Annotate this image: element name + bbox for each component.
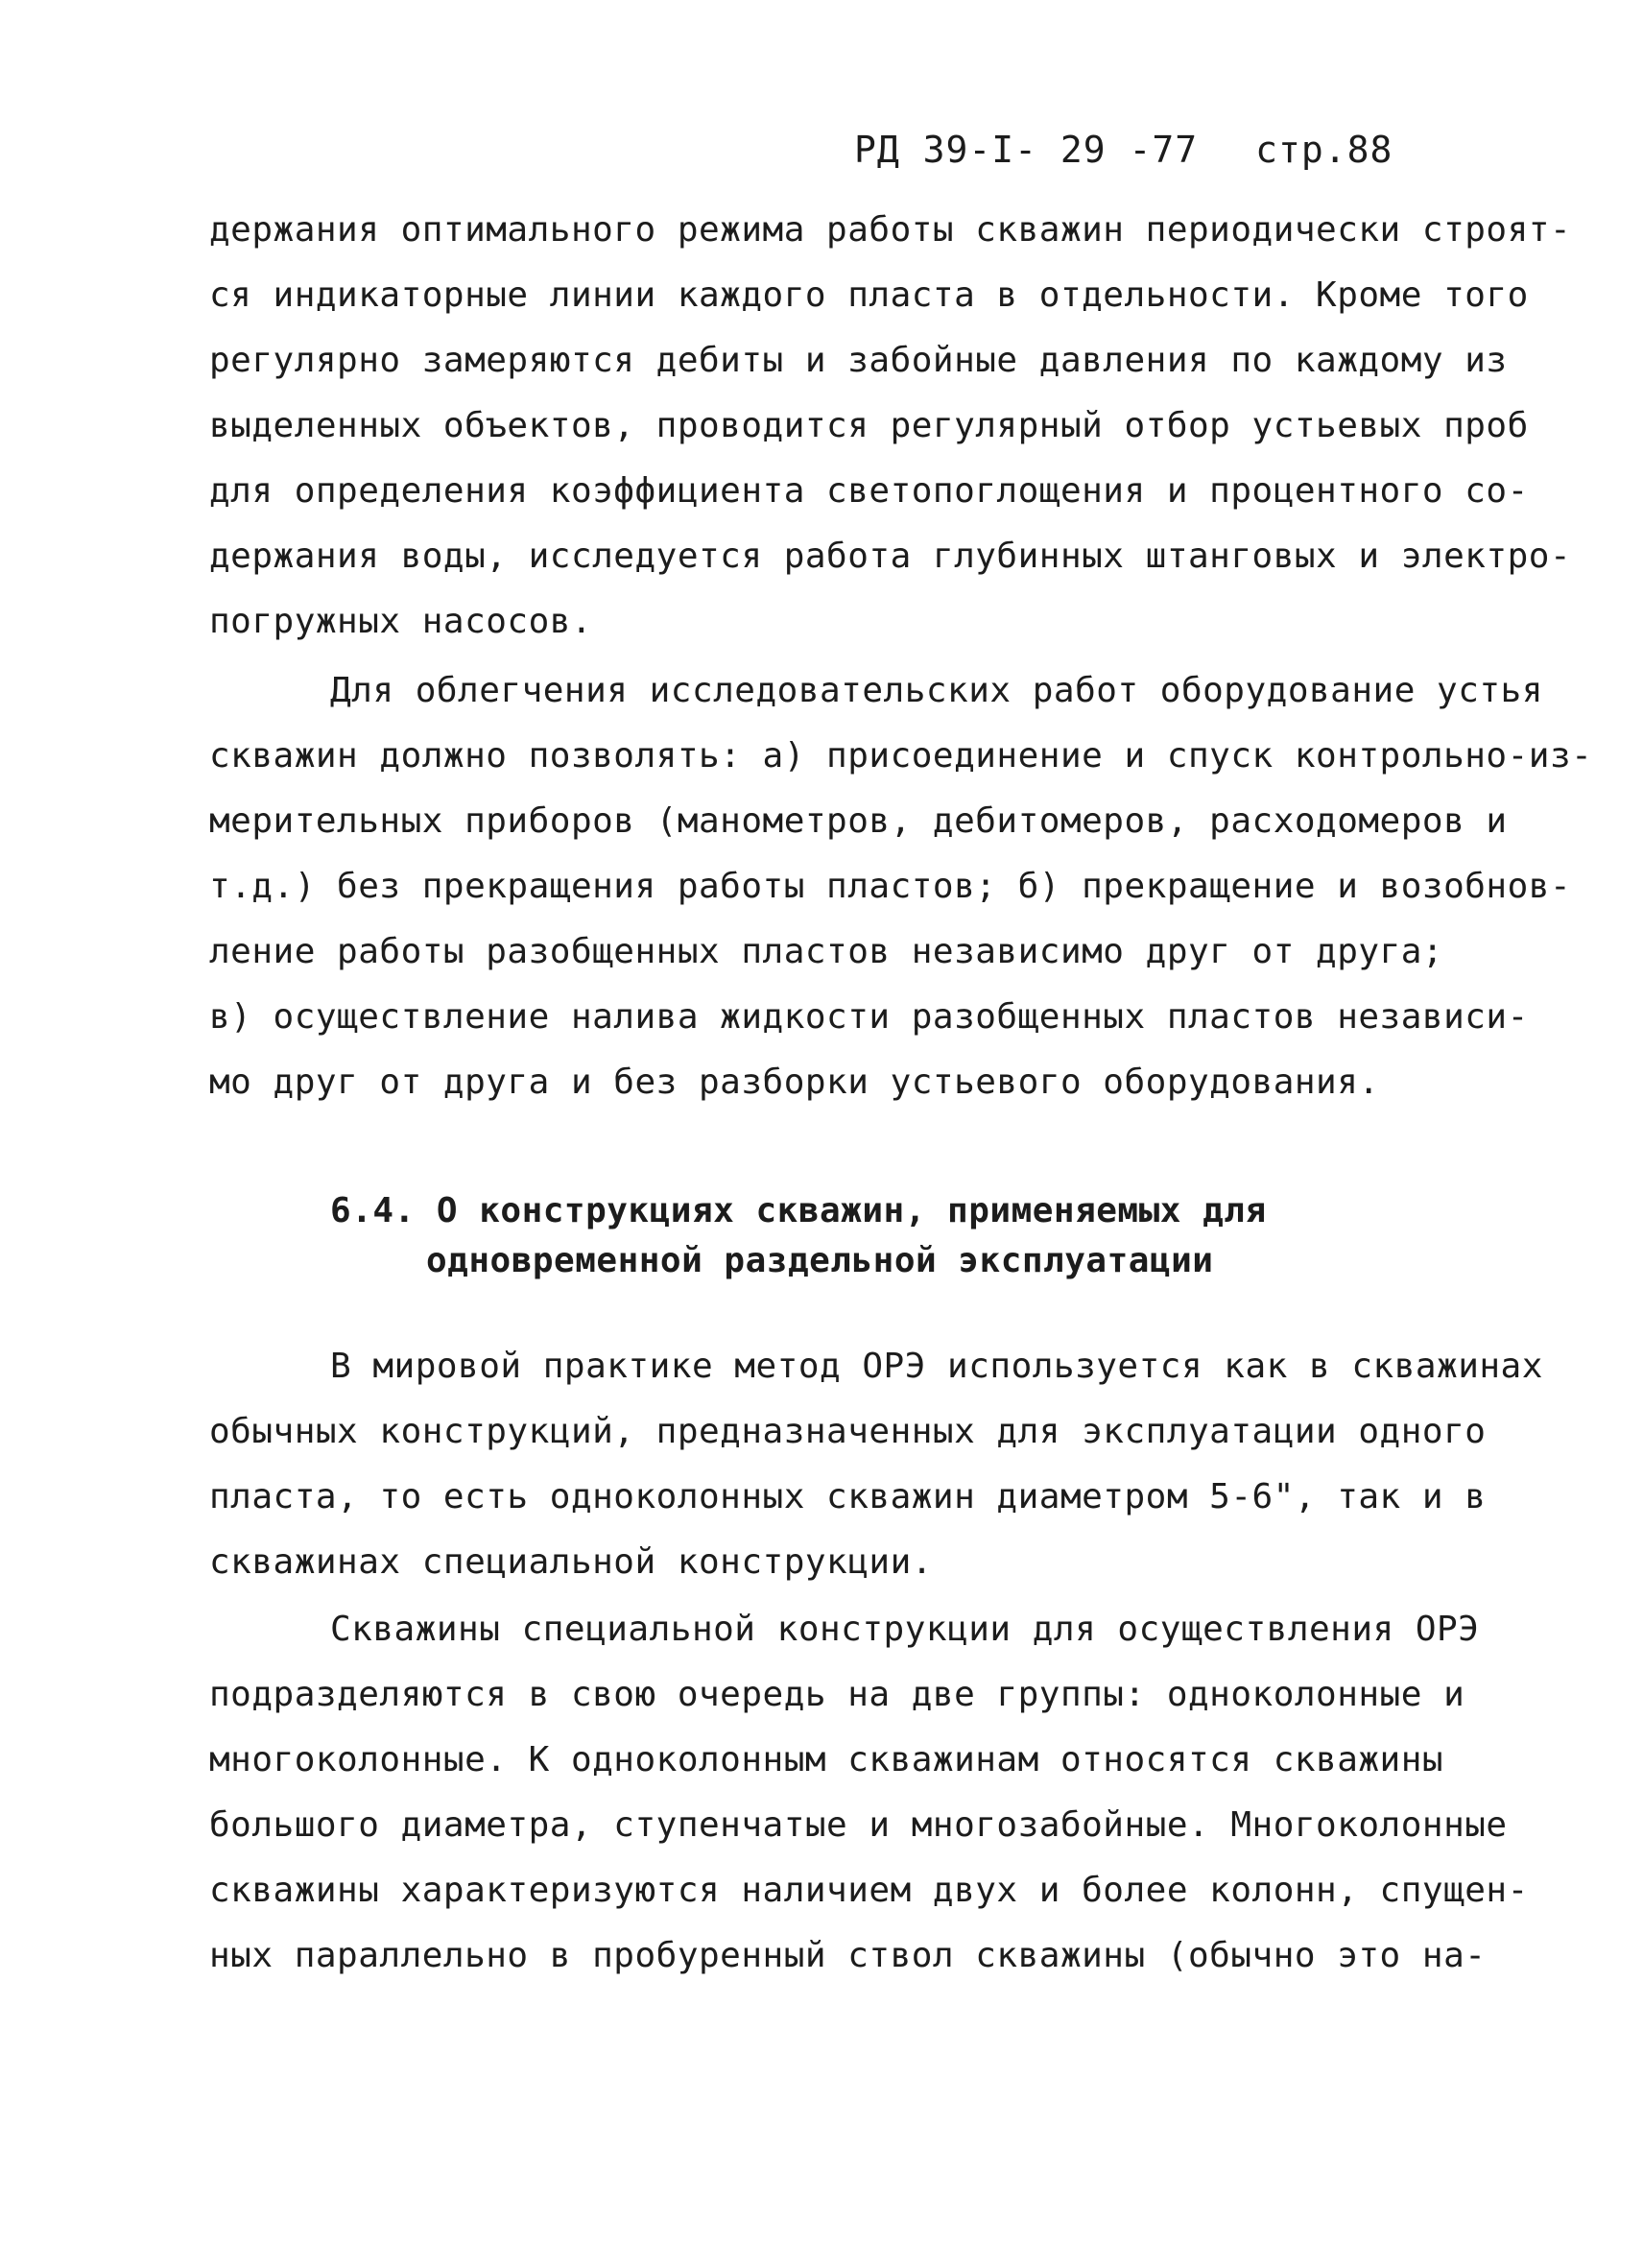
section-title-line-2: одновременной раздельной эксплуатации <box>426 1241 1214 1280</box>
text-line: держания оптимального режима работы скважин периодически строят- <box>209 210 1572 250</box>
text-line: для определения коэффициента светопоглощения и процентного со- <box>209 471 1529 511</box>
text-line: многоколонные. К одноколонным скважинам относятся скважины <box>209 1740 1444 1779</box>
text-line: в) осуществление налива жидкости разобщенных пластов независи- <box>209 997 1529 1037</box>
section-title-line-1: 6.4. О конструкциях скважин, применяемых для <box>330 1191 1267 1230</box>
text-line: погружных насосов. <box>209 602 593 641</box>
text-line: ся индикаторные линии каждого пласта в отдельности. Кроме того <box>209 275 1529 315</box>
text-line: скважин должно позволять: а) присоединение и спуск контрольно-из- <box>209 736 1593 776</box>
text-line: В мировой практике метод ОРЭ используется как в скважинах <box>330 1347 1543 1386</box>
text-line: Для облегчения исследовательских работ оборудование устья <box>330 671 1543 710</box>
text-line: т.д.) без прекращения работы пластов; б) прекращение и возобнов- <box>209 867 1572 906</box>
text-line: пласта, то есть одноколонных скважин диаметром 5-6", так и в <box>209 1477 1487 1516</box>
text-line: ление работы разобщенных пластов независимо друг от друга; <box>209 932 1444 971</box>
text-line: большого диаметра, ступенчатые и многозабойные. Многоколонные <box>209 1805 1508 1845</box>
text-line: регулярно замеряются дебиты и забойные давления по каждому из <box>209 341 1508 380</box>
text-line: скважины характеризуются наличием двух и более колонн, спущен- <box>209 1871 1529 1910</box>
text-line: скважинах специальной конструкции. <box>209 1542 933 1582</box>
page-header <box>854 129 1393 171</box>
text-line: держания воды, исследуется работа глубинных штанговых и электро- <box>209 537 1572 576</box>
document-code: РД 39-I- 29 -77 <box>854 129 1199 171</box>
text-line: подразделяются в свою очередь на две группы: одноколонные и <box>209 1675 1465 1714</box>
text-line: обычных конструкций, предназначенных для эксплуатации одного <box>209 1412 1487 1451</box>
text-line: мерительных приборов (манометров, дебитомеров, расходомеров и <box>209 801 1508 841</box>
page-number: стр.88 <box>1255 129 1393 171</box>
text-line: выделенных объектов, проводится регулярный отбор устьевых проб <box>209 406 1529 445</box>
text-line: Скважины специальной конструкции для осуществления ОРЭ <box>330 1610 1480 1649</box>
text-line: ных параллельно в пробуренный ствол скважины (обычно это на- <box>209 1936 1487 1975</box>
text-line: мо друг от друга и без разборки устьевого оборудования. <box>209 1062 1380 1102</box>
